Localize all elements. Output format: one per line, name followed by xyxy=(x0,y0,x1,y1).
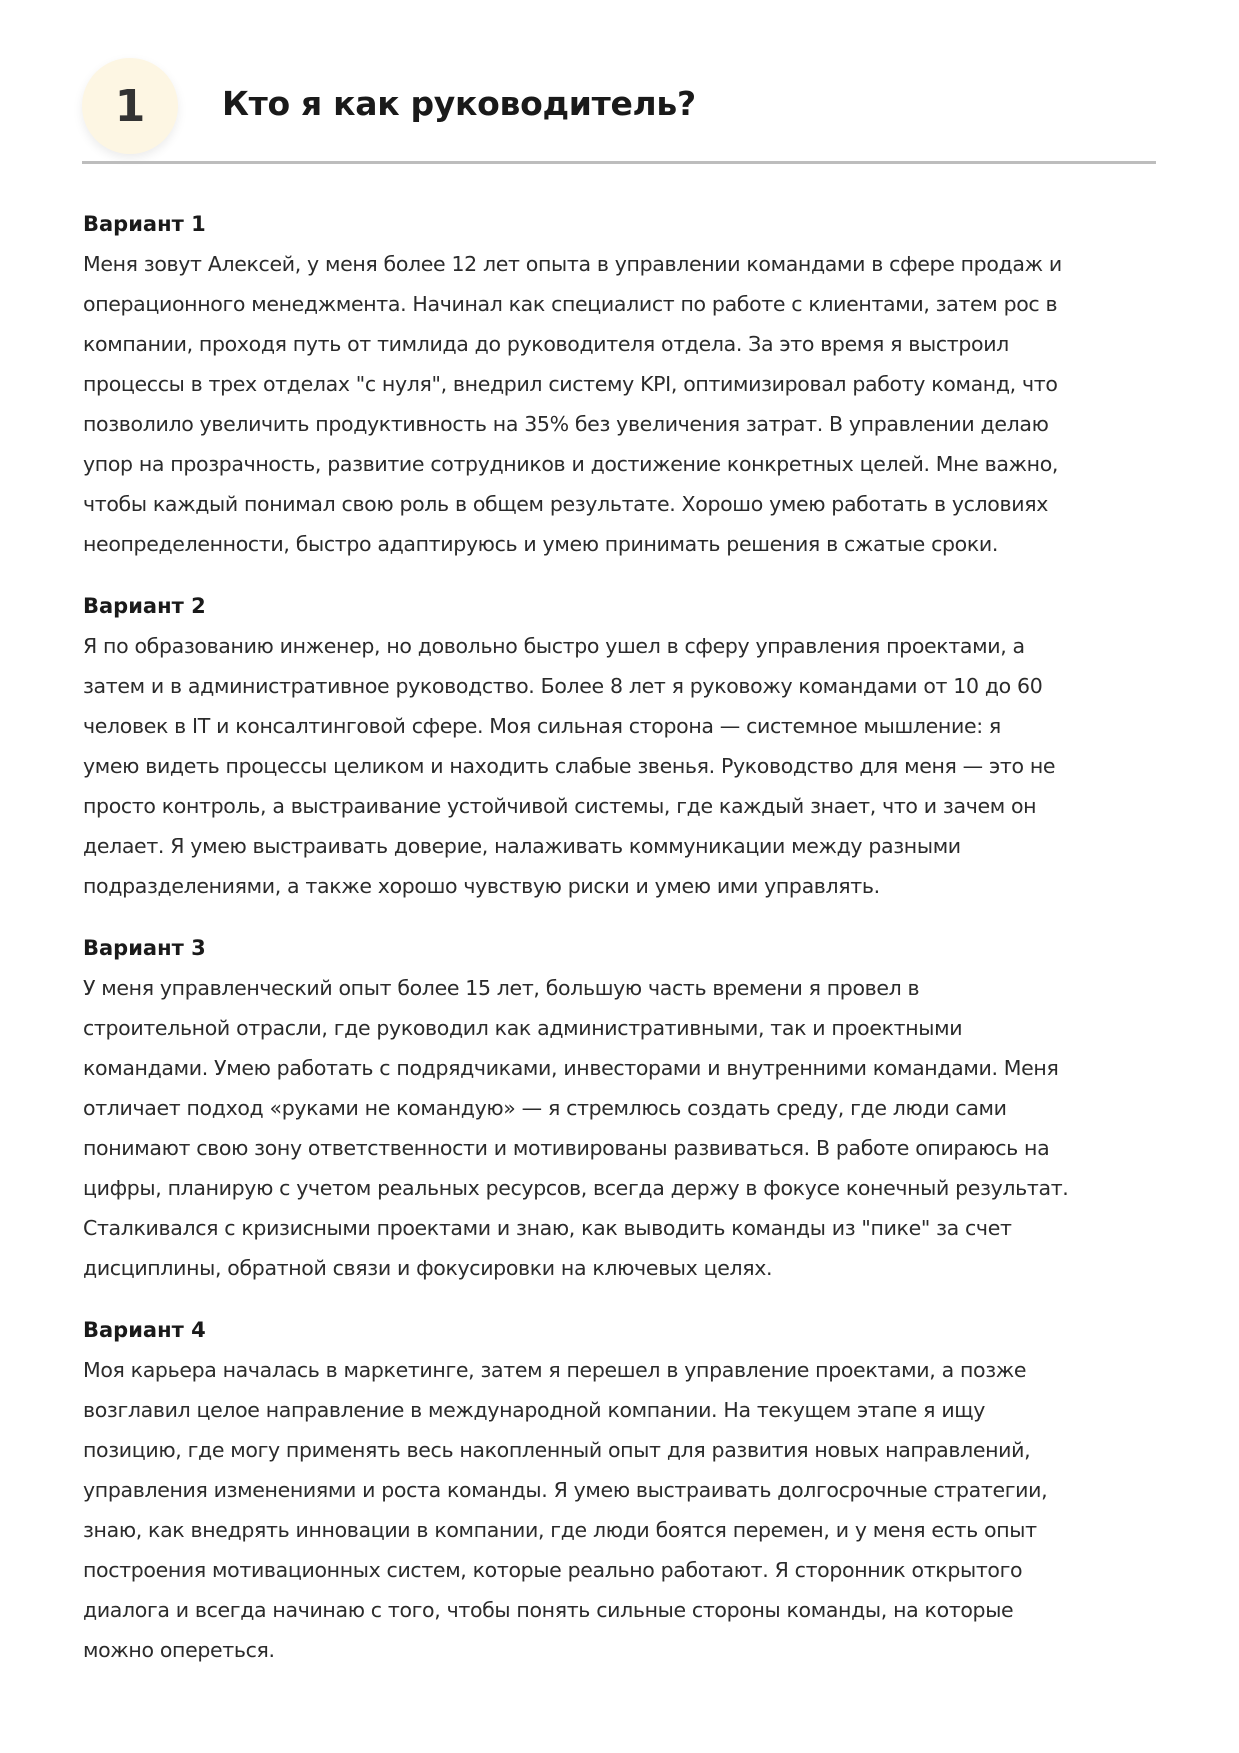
variant-block-4 xyxy=(83,1310,1163,1670)
variant-text-line: подразделениями, а также хорошо чувствую риски и умею ими управлять. xyxy=(83,874,880,898)
variant-text-line: понимают свою зону ответственности и мотивированы развиваться. В работе опираюсь на xyxy=(83,1136,1050,1160)
variant-text-line: умею видеть процессы целиком и находить слабые звенья. Руководство для меня — это не xyxy=(83,754,1056,778)
variant-text-line: компании, проходя путь от тимлида до руководителя отдела. За это время я выстроил xyxy=(83,332,1009,356)
variant-text-line: позволило увеличить продуктивность на 35% без увеличения затрат. В управлении делаю xyxy=(83,412,1049,436)
section-header xyxy=(82,58,1156,164)
variant-text-line: построения мотивационных систем, которые реально работают. Я сторонник открытого xyxy=(83,1558,1023,1582)
variant-text-line: строительной отрасли, где руководил как административными, так и проектными xyxy=(83,1016,963,1040)
variant-text-line: Сталкивался с кризисными проектами и знаю, как выводить команды из "пике" за счет xyxy=(83,1216,1012,1240)
variant-text-line: позицию, где могу применять весь накопленный опыт для развития новых направлений, xyxy=(83,1438,1031,1462)
variant-text-line: цифры, планирую с учетом реальных ресурсов, всегда держу в фокусе конечный результат. xyxy=(83,1176,1069,1200)
variant-text-line: диалога и всегда начинаю с того, чтобы понять сильные стороны команды, на которые xyxy=(83,1598,1014,1622)
variant-title: Вариант 4 xyxy=(83,1318,206,1342)
variant-text-line: управления изменениями и роста команды. Я умею выстраивать долгосрочные стратегии, xyxy=(83,1478,1048,1502)
variant-text-line: процессы в трех отделах "с нуля", внедрил систему KPI, оптимизировал работу команд, что xyxy=(83,372,1058,396)
variant-text-line: можно опереться. xyxy=(83,1638,275,1662)
variant-text-line: командами. Умею работать с подрядчиками, инвесторами и внутренними командами. Меня xyxy=(83,1056,1059,1080)
variant-block-3 xyxy=(83,928,1163,1288)
variant-text-line: Моя карьера началась в маркетинге, затем я перешел в управление проектами, а позже xyxy=(83,1358,1027,1382)
variant-text-line: операционного менеджмента. Начинал как специалист по работе с клиентами, затем рос в xyxy=(83,292,1058,316)
section-number-badge: 1 xyxy=(82,58,178,154)
variant-text-line: дисциплины, обратной связи и фокусировки на ключевых целях. xyxy=(83,1256,773,1280)
variant-title: Вариант 3 xyxy=(83,936,206,960)
variant-text-line: упор на прозрачность, развитие сотрудников и достижение конкретных целей. Мне важно, xyxy=(83,452,1059,476)
header-divider xyxy=(82,161,1156,164)
variant-text-line: отличает подход «руками не командую» — я стремлюсь создать среду, где люди сами xyxy=(83,1096,1007,1120)
variant-text-line: Меня зовут Алексей, у меня более 12 лет опыта в управлении командами в сфере продаж и xyxy=(83,252,1062,276)
page-title: Кто я как руководитель? xyxy=(222,84,696,123)
variant-block-2 xyxy=(83,586,1163,906)
variant-title: Вариант 1 xyxy=(83,212,206,236)
variant-text-line: делает. Я умею выстраивать доверие, налаживать коммуникации между разными xyxy=(83,834,961,858)
variant-title: Вариант 2 xyxy=(83,594,206,618)
variants-content xyxy=(83,204,1163,1692)
variant-text-line: возглавил целое направление в международной компании. На текущем этапе я ищу xyxy=(83,1398,986,1422)
variant-text-line: просто контроль, а выстраивание устойчивой системы, где каждый знает, что и зачем он xyxy=(83,794,1037,818)
variant-text-line: знаю, как внедрять инновации в компании, где люди боятся перемен, и у меня есть опыт xyxy=(83,1518,1037,1542)
variant-text-line: У меня управленческий опыт более 15 лет, большую часть времени я провел в xyxy=(83,976,920,1000)
variant-text-line: человек в IT и консалтинговой сфере. Моя сильная сторона — системное мышление: я xyxy=(83,714,1001,738)
variant-text-line: неопределенности, быстро адаптируюсь и умею принимать решения в сжатые сроки. xyxy=(83,532,999,556)
variant-text-line: затем и в административное руководство. Более 8 лет я руковожу командами от 10 до 60 xyxy=(83,674,1043,698)
variant-text-line: Я по образованию инженер, но довольно быстро ушел в сферу управления проектами, а xyxy=(83,634,1025,658)
variant-text-line: чтобы каждый понимал свою роль в общем результате. Хорошо умею работать в условиях xyxy=(83,492,1048,516)
variant-block-1 xyxy=(83,204,1163,564)
